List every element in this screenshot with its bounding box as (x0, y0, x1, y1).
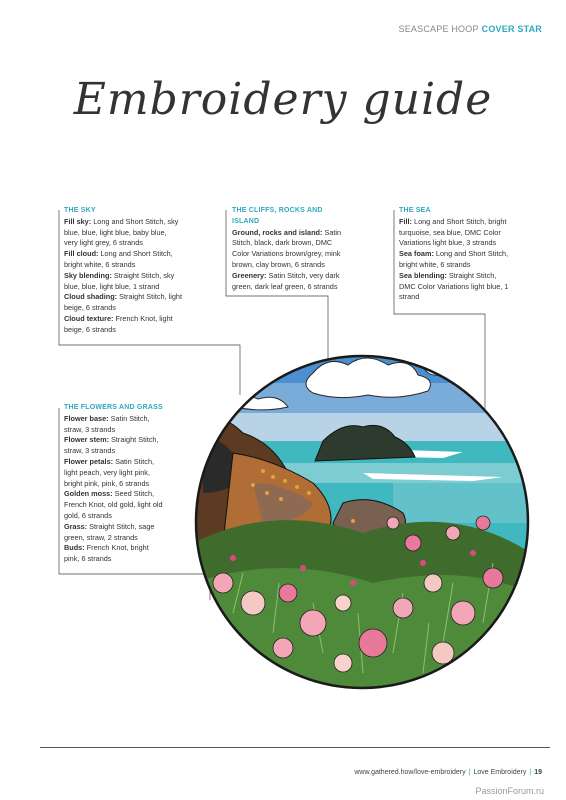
guide-item (64, 489, 164, 521)
section-cliffs (232, 206, 344, 292)
guide-item (399, 271, 511, 303)
section-sky (64, 206, 182, 336)
guide-item-text: Satin Stitch, straw, 3 strands (64, 413, 150, 434)
guide-item-label: Greenery: (232, 270, 267, 280)
guide-item-text: Long and Short Stitch, bright turquoise, sea blue, DMC Color Variations light blue, 3 strands (399, 216, 507, 248)
section-heading: THE SEA (399, 207, 431, 214)
guide-item-label: Cloud texture: (64, 313, 114, 323)
section-items (399, 217, 511, 303)
guide-item-label: Fill cloud: (64, 249, 99, 259)
guide-item (232, 228, 344, 271)
footer-magazine: Love Embroidery (473, 769, 527, 776)
page-number: 19 (534, 769, 542, 776)
footer-separator: | (468, 769, 471, 776)
watermark: PassionForum.ru (475, 786, 544, 796)
guide-item-label: Fill: (399, 216, 412, 226)
guide-item-text: Seed Stitch, French Knot, old gold, light old gold, 6 strands (64, 489, 163, 520)
guide-item-label: Ground, rocks and island: (232, 227, 323, 237)
guide-item-label: Sea foam: (399, 249, 434, 259)
section-items (64, 414, 164, 565)
guide-item-label: Sky blending: (64, 270, 112, 280)
guide-item-label: Grass: (64, 521, 88, 531)
guide-item (64, 522, 164, 544)
guide-item-label: Flower stem: (64, 435, 110, 445)
guide-item-text: French Knot, bright pink, 6 strands (64, 543, 149, 564)
footer-rule (40, 747, 550, 748)
guide-item-text: Long and Short Stitch, sky blue, blue, light blue, baby blue, very light grey, 6 strands (64, 216, 179, 248)
guide-item (64, 292, 182, 314)
footer-url[interactable]: www.gathered.how/love-embroidery (354, 769, 466, 776)
guide-item (232, 271, 344, 293)
guide-item-label: Flower petals: (64, 456, 114, 466)
guide-item-label: Fill sky: (64, 216, 92, 226)
header-series: SEASCAPE HOOP (398, 24, 479, 34)
guide-item (64, 435, 164, 457)
guide-item (64, 314, 182, 336)
guide-item (399, 249, 511, 271)
guide-item-text: Straight Stitch, sky blue, blue, light blue, 1 strand (64, 270, 175, 291)
page-title: Embroidery guide (73, 74, 493, 125)
page-footer (354, 769, 542, 776)
guide-item-text: Long and Short Stitch, bright white, 6 strands (399, 249, 509, 269)
section-flowers (64, 403, 164, 565)
guide-item-label: Flower base: (64, 413, 109, 423)
guide-item (64, 457, 164, 489)
guide-item-label: Sea blending: (399, 270, 447, 280)
guide-item (64, 414, 164, 436)
section-items (64, 217, 182, 336)
guide-item-text: Straight Stitch, light beige, 6 strands (64, 292, 183, 313)
guide-item-text: Straight Stitch, DMC Color Variations light blue, 1 strand (399, 270, 509, 302)
header-highlight: COVER STAR (481, 24, 542, 34)
guide-item (64, 249, 182, 271)
page-header (399, 24, 542, 34)
guide-item (399, 217, 511, 249)
guide-item-text: Satin Stitch, light peach, very light pink, bright pink, pink, 6 strands (64, 456, 155, 488)
guide-item (64, 543, 164, 565)
guide-item (64, 271, 182, 293)
guide-item-text: Long and Short Stitch, bright white, 6 strands (64, 249, 173, 269)
section-sea (399, 206, 511, 303)
guide-item-label: Buds: (64, 543, 85, 553)
footer-separator: | (529, 769, 532, 776)
guide-item-text: Straight Stitch, straw, 3 strands (64, 435, 159, 456)
section-heading: THE CLIFFS, ROCKS AND ISLAND (232, 207, 323, 225)
guide-item-text: Straight Stitch, sage green, straw, 2 strands (64, 521, 155, 542)
guide-item (64, 217, 182, 249)
guide-item-label: Golden moss: (64, 489, 113, 499)
section-heading: THE SKY (64, 207, 96, 214)
guide-item-text: French Knot, light beige, 6 strands (64, 313, 173, 334)
embroidery-hoop-image (193, 353, 531, 691)
section-heading: THE FLOWERS AND GRASS (64, 404, 163, 411)
guide-item-label: Cloud shading: (64, 292, 118, 302)
section-items (232, 228, 344, 293)
guide-item-text: Satin Stitch, black, dark brown, DMC Color Variations brown/grey, mink brown, clay brown, 6 strands (232, 227, 342, 269)
guide-item-text: Satin Stitch, very dark green, dark leaf green, 6 strands (232, 270, 340, 291)
